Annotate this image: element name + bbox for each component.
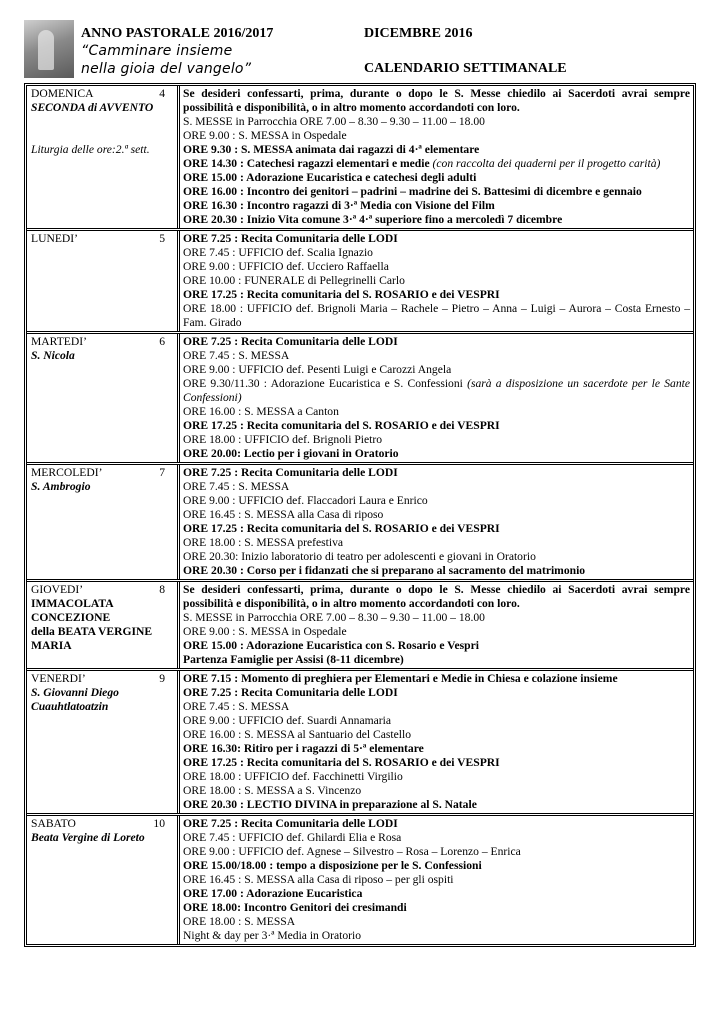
day-cell xyxy=(27,582,180,668)
activity-line: ORE 7.45 : S. MESSA xyxy=(183,700,290,713)
day-name: SABATO xyxy=(31,817,76,830)
day-number: 6 xyxy=(159,335,165,348)
day-heading xyxy=(31,817,173,831)
spacer xyxy=(31,129,173,143)
day-name: LUNEDI’ xyxy=(31,232,79,245)
activity-line: ORE 17.25 : Recita comunitaria del S. ROSARIO e dei VESPRI xyxy=(183,288,500,301)
activity-line: ORE 9.00 : UFFICIO def. Ucciero Raffaella xyxy=(183,260,389,273)
activity-line: ORE 16.30: Ritiro per i ragazzi di 5·ª elementare xyxy=(183,742,424,755)
activity-line: ORE 15.00 : Adorazione Eucaristica con S. Rosario e Vespri xyxy=(183,639,479,652)
day-heading xyxy=(31,87,173,101)
activity-line: ORE 20.30 : Inizio Vita comune 3·ª 4·ª superiore fino a mercoledì 7 dicembre xyxy=(183,213,563,226)
activity-line: ORE 7.45 : S. MESSA xyxy=(183,480,290,493)
activity-line: ORE 18.00 : S. MESSA a S. Vincenzo xyxy=(183,784,362,797)
day-feast: IMMACOLATA xyxy=(31,597,114,610)
day-feast: S. Giovanni Diego xyxy=(31,686,119,699)
activity-line: ORE 7.25 : Recita Comunitaria delle LODI xyxy=(183,466,398,479)
day-feast: CONCEZIONE xyxy=(31,611,111,624)
day-feast: MARIA xyxy=(31,639,72,652)
activity-line: ORE 16.45 : S. MESSA alla Casa di riposo – per gli ospiti xyxy=(183,873,454,886)
activity-line: ORE 16.00 : S. MESSA al Santuario del Castello xyxy=(183,728,412,741)
activity-line: ORE 7.25 : Recita Comunitaria delle LODI xyxy=(183,686,398,699)
activity-line: ORE 7.15 : Momento di preghiera per Elementari e Medie in Chiesa e colazione insieme xyxy=(183,672,618,685)
activity-line: ORE 17.25 : Recita comunitaria del S. ROSARIO e dei VESPRI xyxy=(183,419,500,432)
activity-line: ORE 18.00 : UFFICIO def. Facchinetti Virgilio xyxy=(183,770,403,783)
activity-line: S. MESSE in Parrocchia ORE 7.00 – 8.30 – 9.30 – 11.00 – 18.00 xyxy=(183,611,485,624)
day-number: 4 xyxy=(159,87,165,100)
activity-line: Night & day per 3·ª Media in Oratorio xyxy=(183,929,362,942)
activity-line: ORE 18.00 : UFFICIO def. Brignoli Maria – Rachele – Pietro – Anna – Luigi – Aurora – Costa Ernesto – Fam. Girado xyxy=(183,302,690,329)
activities-cell xyxy=(180,231,693,331)
activity-line: ORE 7.25 : Recita Comunitaria delle LODI xyxy=(183,817,398,830)
activity-line: ORE 14.30 : Catechesi ragazzi elementari e medie (con raccolta dei quaderni per il progetto carità) xyxy=(183,157,661,170)
day-feast: SECONDA di AVVENTO xyxy=(31,101,154,114)
day-cell xyxy=(27,465,180,579)
activity-line: ORE 20.00: Lectio per i giovani in Oratorio xyxy=(183,447,399,460)
activities-cell xyxy=(180,582,693,668)
spacer xyxy=(31,115,173,129)
activity-line: ORE 7.45 : S. MESSA xyxy=(183,349,290,362)
day-name: MARTEDI’ xyxy=(31,335,87,348)
day-heading xyxy=(31,583,173,597)
day-row xyxy=(27,86,693,231)
motto-line-1: “Camminare insieme xyxy=(81,43,233,59)
activity-line: ORE 9.00 : UFFICIO def. Pesenti Luigi e Carozzi Angela xyxy=(183,363,452,376)
activity-line: ORE 15.00/18.00 : tempo a disposizione per le S. Confessioni xyxy=(183,859,482,872)
activities-cell xyxy=(180,334,693,462)
day-row xyxy=(27,334,693,465)
day-feast: della BEATA VERGINE xyxy=(31,625,153,638)
day-cell xyxy=(27,231,180,331)
day-name: VENERDI’ xyxy=(31,672,86,685)
day-cell xyxy=(27,334,180,462)
activity-line: S. MESSE in Parrocchia ORE 7.00 – 8.30 – 9.30 – 11.00 – 18.00 xyxy=(183,115,485,128)
activity-line: Partenza Famiglie per Assisi (8-11 dicembre) xyxy=(183,653,404,666)
activity-line: ORE 9.30 : S. MESSA animata dai ragazzi di 4·ª elementare xyxy=(183,143,480,156)
activity-line: ORE 16.00 : S. MESSA a Canton xyxy=(183,405,339,418)
activity-line: ORE 18.00: Incontro Genitori dei cresimandi xyxy=(183,901,407,914)
activity-line: ORE 18.00 : UFFICIO def. Brignoli Pietro xyxy=(183,433,383,446)
activity-line: ORE 9.00 : UFFICIO def. Flaccadori Laura e Enrico xyxy=(183,494,428,507)
activity-line: ORE 20.30 : LECTIO DIVINA in preparazione al S. Natale xyxy=(183,798,477,811)
activity-line: ORE 10.00 : FUNERALE di Pellegrinelli Carlo xyxy=(183,274,405,287)
month-title: DICEMBRE 2016 xyxy=(364,26,473,41)
day-row xyxy=(27,816,693,944)
day-feast: S. Nicola xyxy=(31,349,75,362)
activity-line: ORE 15.00 : Adorazione Eucaristica e catechesi degli adulti xyxy=(183,171,477,184)
activity-line: ORE 7.45 : UFFICIO def. Scalia Ignazio xyxy=(183,246,373,259)
activity-line: ORE 16.45 : S. MESSA alla Casa di riposo xyxy=(183,508,384,521)
activity-line: ORE 18.00 : S. MESSA xyxy=(183,915,296,928)
activity-line: ORE 16.30 : Incontro ragazzi di 3·ª Media con Visione del Film xyxy=(183,199,495,212)
activities-cell xyxy=(180,86,693,228)
activity-line: ORE 17.25 : Recita comunitaria del S. ROSARIO e dei VESPRI xyxy=(183,756,500,769)
activity-line: ORE 7.45 : UFFICIO def. Ghilardi Elia e Rosa xyxy=(183,831,402,844)
day-number: 8 xyxy=(159,583,165,596)
day-name: DOMENICA xyxy=(31,87,94,100)
activity-line: ORE 17.00 : Adorazione Eucaristica xyxy=(183,887,363,900)
activities-cell xyxy=(180,816,693,944)
day-feast: S. Ambrogio xyxy=(31,480,91,493)
day-cell xyxy=(27,86,180,228)
day-row xyxy=(27,465,693,582)
activity-line: ORE 9.30/11.30 : Adorazione Eucaristica e S. Confessioni (sarà a disposizione un sacerdote per le Sante Confessioni) xyxy=(183,377,690,404)
day-heading xyxy=(31,672,173,686)
activities-cell xyxy=(180,671,693,813)
activity-line: ORE 18.00 : S. MESSA prefestiva xyxy=(183,536,344,549)
activity-note: (sarà a disposizione un sacerdote per le Sante Confessioni) xyxy=(183,377,690,404)
activity-line: ORE 20.30 : Corso per i fidanzati che si preparano al sacramento del matrimonio xyxy=(183,564,586,577)
day-heading xyxy=(31,466,173,480)
weekly-calendar-table xyxy=(24,83,696,947)
activity-line: ORE 17.25 : Recita comunitaria del S. ROSARIO e dei VESPRI xyxy=(183,522,500,535)
day-number: 5 xyxy=(159,232,165,245)
day-row xyxy=(27,231,693,334)
day-name: GIOVEDI’ xyxy=(31,583,84,596)
pastoral-year-title: ANNO PASTORALE 2016/2017 xyxy=(81,26,274,41)
activities-cell xyxy=(180,465,693,579)
calendar-title: CALENDARIO SETTIMANALE xyxy=(364,61,567,76)
day-cell xyxy=(27,816,180,944)
day-feast: Beata Vergine di Loreto xyxy=(31,831,145,844)
activity-line: ORE 9.00 : UFFICIO def. Suardi Annamaria xyxy=(183,714,392,727)
activity-line: ORE 7.25 : Recita Comunitaria delle LODI xyxy=(183,232,398,245)
day-row xyxy=(27,671,693,816)
parish-logo-image xyxy=(24,20,74,78)
activity-line: Se desideri confessarti, prima, durante o dopo le S. Messe chiedilo ai Sacerdoti avrai sempre possibilità e disponibilità, o in altro momento accordandoti con loro. xyxy=(183,87,690,114)
day-row xyxy=(27,582,693,671)
activity-line: ORE 9.00 : UFFICIO def. Agnese – Silvestro – Rosa – Lorenzo – Enrica xyxy=(183,845,521,858)
activity-line: Se desideri confessarti, prima, durante o dopo le S. Messe chiedilo ai Sacerdoti avrai sempre possibilità e disponibilità, o in altro momento accordandoti con loro. xyxy=(183,583,690,610)
day-cell xyxy=(27,671,180,813)
liturgy-note: Liturgia delle ore:2.ª sett. xyxy=(31,143,150,156)
day-feast: Cuauhtlatoatzin xyxy=(31,700,109,713)
activity-line: ORE 20.30: Inizio laboratorio di teatro per adolescenti e giovani in Oratorio xyxy=(183,550,536,563)
day-heading xyxy=(31,232,173,246)
day-name: MERCOLEDI’ xyxy=(31,466,103,479)
activity-line: ORE 9.00 : S. MESSA in Ospedale xyxy=(183,625,347,638)
activity-line: ORE 9.00 : S. MESSA in Ospedale xyxy=(183,129,347,142)
day-number: 10 xyxy=(153,817,165,830)
motto-line-2: nella gioia del vangelo” xyxy=(81,61,252,77)
activity-line: ORE 7.25 : Recita Comunitaria delle LODI xyxy=(183,335,398,348)
document-header xyxy=(24,20,704,82)
day-heading xyxy=(31,335,173,349)
day-number: 9 xyxy=(159,672,165,685)
activity-line: ORE 16.00 : Incontro dei genitori – padrini – madrine dei S. Battesimi di dicembre e gennaio xyxy=(183,185,642,198)
activity-note: (con raccolta dei quaderni per il progetto carità) xyxy=(432,157,661,170)
day-number: 7 xyxy=(159,466,165,479)
